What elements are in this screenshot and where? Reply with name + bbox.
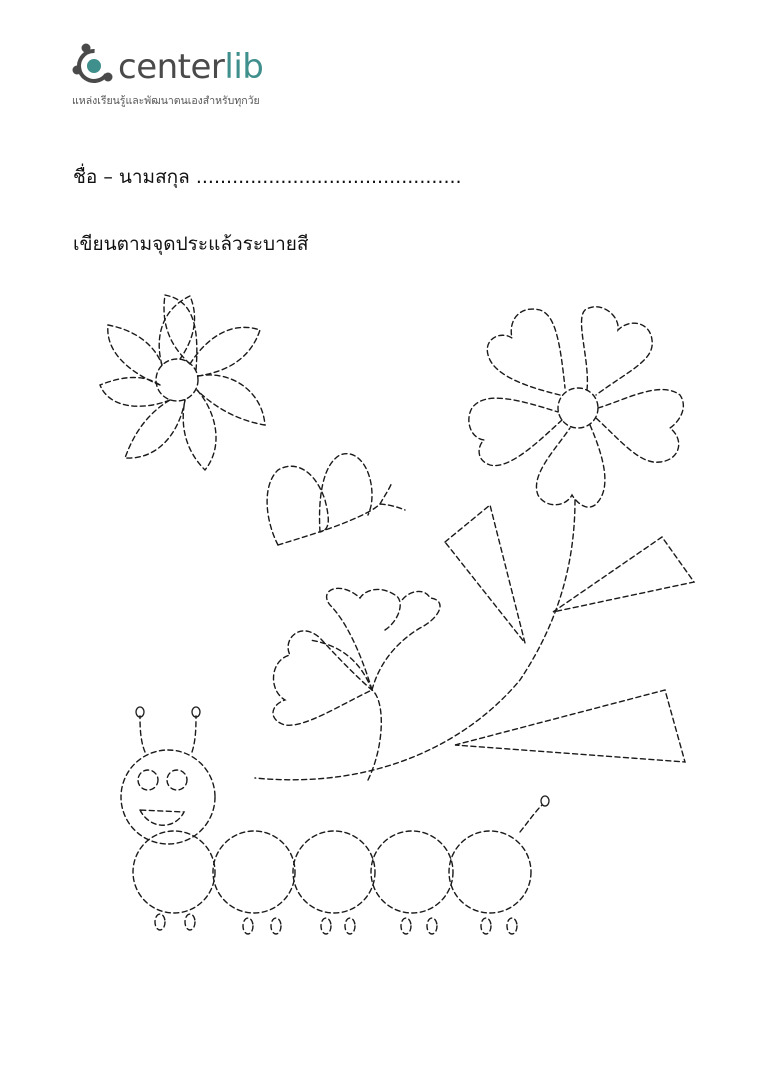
butterfly-drawing	[267, 454, 405, 545]
triangle-leaves	[445, 505, 694, 762]
name-field-line[interactable]: ชื่อ – นามสกุล ............................................	[73, 166, 462, 188]
sun-drawing	[100, 295, 265, 470]
logo-wordmark-lib: lib	[224, 47, 264, 87]
flower-drawing	[255, 307, 683, 780]
instruction-text: เขียนตามจุดประแล้วระบายสี	[73, 233, 309, 255]
logo-tagline: แหล่งเรียนรู้และพัฒนาตนเองสำหรับทุกวัย	[72, 95, 260, 107]
leaf-branch-drawing	[273, 588, 440, 780]
logo-wordmark-center: center	[118, 47, 225, 87]
caterpillar-drawing	[121, 707, 549, 934]
